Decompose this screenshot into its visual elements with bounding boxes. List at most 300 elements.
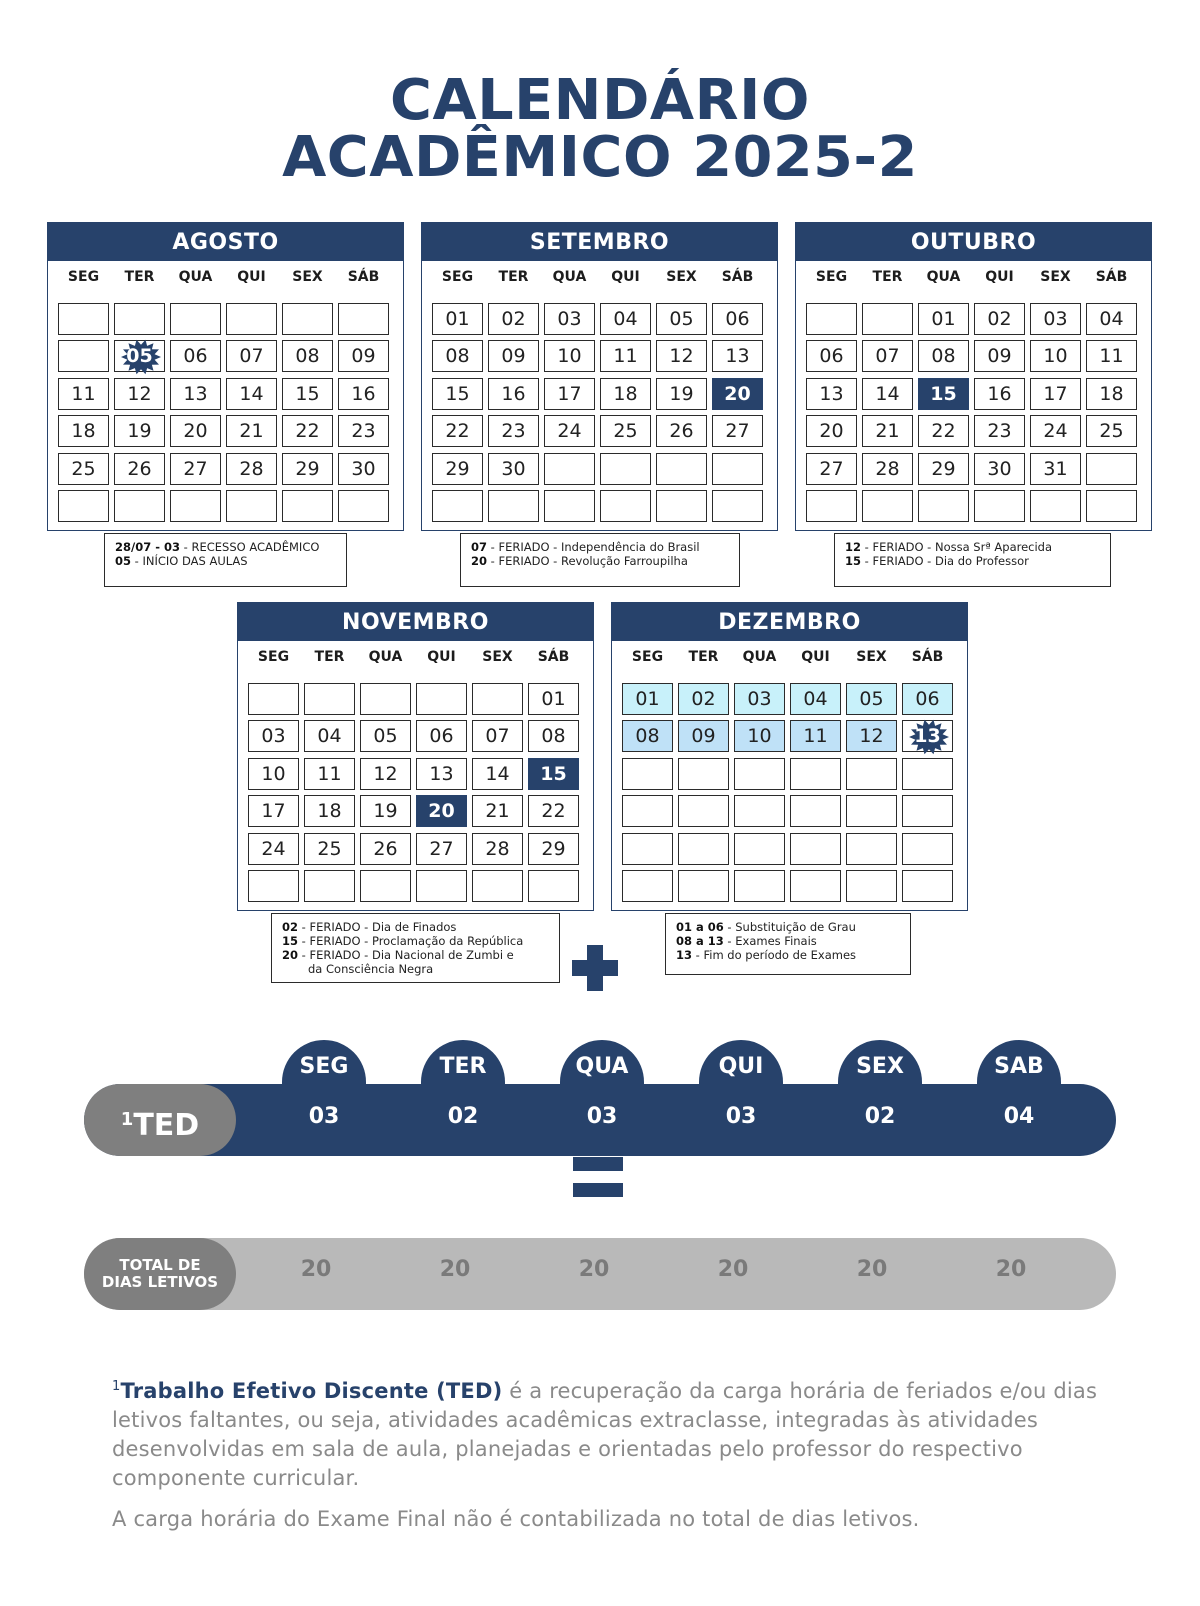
weekday-header: SÁB xyxy=(721,269,754,285)
weekday-header: SEX xyxy=(856,649,887,665)
day-cell: 23 xyxy=(338,415,389,447)
day-cell: 16 xyxy=(974,378,1025,410)
empty-day-cell xyxy=(622,758,673,790)
ted-day-header: QUA xyxy=(560,1040,644,1090)
ted-day-header: QUI xyxy=(699,1040,783,1090)
day-cell: 04 xyxy=(304,720,355,752)
day-cell: 21 xyxy=(226,415,277,447)
empty-day-cell xyxy=(678,795,729,827)
day-cell: 01 xyxy=(622,683,673,715)
month-notes xyxy=(834,533,1111,587)
day-cell: 03 xyxy=(248,720,299,752)
day-cell: 30 xyxy=(974,453,1025,485)
day-cell: 06 xyxy=(170,340,221,372)
month-header: DEZEMBRO xyxy=(612,603,967,641)
day-cell: 31 xyxy=(1030,453,1081,485)
day-cell: 24 xyxy=(544,415,595,447)
empty-day-cell xyxy=(622,795,673,827)
ted-day-value: 04 xyxy=(1003,1104,1035,1129)
day-cell: 12 xyxy=(846,720,897,752)
empty-day-cell xyxy=(846,870,897,902)
note-line xyxy=(471,540,729,554)
day-cell: 04 xyxy=(600,303,651,335)
empty-day-cell xyxy=(338,490,389,522)
day-cell: 25 xyxy=(304,833,355,865)
weekday-header: SEX xyxy=(1040,269,1071,285)
ted-day-header: TER xyxy=(421,1040,505,1090)
day-cell: 08 xyxy=(282,340,333,372)
total-label xyxy=(84,1238,236,1310)
empty-day-cell xyxy=(248,870,299,902)
day-cell: 16 xyxy=(488,378,539,410)
empty-day-cell xyxy=(712,453,763,485)
empty-day-cell xyxy=(226,303,277,335)
empty-day-cell xyxy=(600,490,651,522)
day-cell: 07 xyxy=(226,340,277,372)
weekday-header: QUA xyxy=(742,649,777,665)
ted-day-value: 03 xyxy=(308,1104,340,1129)
day-cell: 06 xyxy=(712,303,763,335)
day-cell: 22 xyxy=(282,415,333,447)
day-cell: 15 xyxy=(432,378,483,410)
note-key: 05 xyxy=(115,554,132,568)
weekday-header: SÁB xyxy=(911,649,944,665)
empty-day-cell xyxy=(678,870,729,902)
note-key: 15 xyxy=(845,554,862,568)
day-cell: 23 xyxy=(488,415,539,447)
empty-day-cell xyxy=(734,833,785,865)
day-cell: 18 xyxy=(304,795,355,827)
empty-day-cell xyxy=(790,833,841,865)
weekday-header: QUI xyxy=(611,269,640,285)
note-text: - FERIADO - Nossa Srª Aparecida xyxy=(861,540,1053,554)
note-key: 13 xyxy=(676,948,693,962)
empty-day-cell xyxy=(360,683,411,715)
weekday-header: SÁB xyxy=(1095,269,1128,285)
day-cell: 04 xyxy=(1086,303,1137,335)
day-cell: 20 xyxy=(712,378,763,410)
day-cell: 07 xyxy=(862,340,913,372)
weekday-header: SEX xyxy=(482,649,513,665)
empty-day-cell xyxy=(862,303,913,335)
note-key: 12 xyxy=(845,540,862,554)
day-cell: 05 xyxy=(846,683,897,715)
note-text: da Consciência Negra xyxy=(308,962,434,976)
empty-day-cell xyxy=(544,490,595,522)
weekday-header: QUA xyxy=(368,649,403,665)
empty-day-cell xyxy=(622,870,673,902)
day-cell: 27 xyxy=(416,833,467,865)
day-cell: 18 xyxy=(1086,378,1137,410)
day-cell xyxy=(114,340,165,372)
day-cell: 28 xyxy=(472,833,523,865)
empty-day-cell xyxy=(846,833,897,865)
month-header: NOVEMBRO xyxy=(238,603,593,641)
empty-day-cell xyxy=(114,490,165,522)
day-cell: 02 xyxy=(678,683,729,715)
weekday-header: QUA xyxy=(926,269,961,285)
weekday-header: SÁB xyxy=(537,649,570,665)
day-cell: 08 xyxy=(918,340,969,372)
day-cell: 23 xyxy=(974,415,1025,447)
weekday-header: TER xyxy=(688,649,719,665)
note-key: 28/07 - 03 xyxy=(115,540,180,554)
note-text: - FERIADO - Dia Nacional de Zumbi e xyxy=(298,948,514,962)
day-cell: 17 xyxy=(1030,378,1081,410)
note-key: 15 xyxy=(282,934,299,948)
day-cell: 06 xyxy=(806,340,857,372)
note-text: - FERIADO - Revolução Farroupilha xyxy=(487,554,688,568)
footnote xyxy=(112,1372,1102,1493)
total-label-line-2: DIAS LETIVOS xyxy=(101,1273,219,1291)
day-cell: 16 xyxy=(338,378,389,410)
weekday-header: QUI xyxy=(801,649,830,665)
day-cell: 25 xyxy=(1086,415,1137,447)
month-notes xyxy=(271,913,560,983)
day-cell: 27 xyxy=(712,415,763,447)
weekday-header: QUA xyxy=(552,269,587,285)
empty-day-cell xyxy=(304,683,355,715)
weekday-header: TER xyxy=(124,269,155,285)
day-cell: 03 xyxy=(734,683,785,715)
footnote-term: Trabalho Efetivo Discente (TED) xyxy=(120,1379,503,1403)
equals-icon xyxy=(573,1157,623,1171)
day-cell: 14 xyxy=(226,378,277,410)
ted-day-value: 03 xyxy=(725,1104,757,1129)
day-number: 05 xyxy=(126,345,153,367)
day-cell: 18 xyxy=(600,378,651,410)
day-cell: 30 xyxy=(488,453,539,485)
day-cell: 25 xyxy=(58,453,109,485)
empty-day-cell xyxy=(902,758,953,790)
month-notes xyxy=(665,913,911,975)
total-day-value: 20 xyxy=(578,1257,610,1282)
weekday-header: SEX xyxy=(292,269,323,285)
weekday-header: SEX xyxy=(666,269,697,285)
day-cell: 12 xyxy=(114,378,165,410)
month-dezembro xyxy=(611,602,968,911)
empty-day-cell xyxy=(1030,490,1081,522)
total-day-value: 20 xyxy=(995,1257,1027,1282)
page-title xyxy=(0,68,1200,190)
note-text: - Substituição de Grau xyxy=(723,920,856,934)
empty-day-cell xyxy=(902,833,953,865)
ted-day-header: SAB xyxy=(977,1040,1061,1090)
day-cell: 26 xyxy=(114,453,165,485)
empty-day-cell xyxy=(114,303,165,335)
note-line xyxy=(115,540,336,554)
note-text: - FERIADO - Proclamação da República xyxy=(298,934,524,948)
day-cell: 29 xyxy=(432,453,483,485)
empty-day-cell xyxy=(528,870,579,902)
day-cell: 09 xyxy=(338,340,389,372)
day-cell: 02 xyxy=(488,303,539,335)
note-line xyxy=(845,540,1100,554)
day-cell: 13 xyxy=(712,340,763,372)
month-outubro xyxy=(795,222,1152,531)
empty-day-cell xyxy=(622,833,673,865)
weekday-header: TER xyxy=(872,269,903,285)
empty-day-cell xyxy=(806,490,857,522)
day-cell: 09 xyxy=(678,720,729,752)
day-cell: 22 xyxy=(528,795,579,827)
empty-day-cell xyxy=(918,490,969,522)
empty-day-cell xyxy=(656,490,707,522)
day-cell: 03 xyxy=(544,303,595,335)
day-cell: 13 xyxy=(416,758,467,790)
note-text: - RECESSO ACADÊMICO xyxy=(180,540,320,554)
day-cell: 01 xyxy=(918,303,969,335)
ted-day-header: SEG xyxy=(282,1040,366,1090)
weekday-header: SEG xyxy=(815,269,848,285)
month-header: SETEMBRO xyxy=(422,223,777,261)
note-text: - FERIADO - Independência do Brasil xyxy=(487,540,700,554)
day-cell: 19 xyxy=(656,378,707,410)
empty-day-cell xyxy=(58,490,109,522)
day-cell: 10 xyxy=(1030,340,1081,372)
total-label-line-1: TOTAL DE xyxy=(119,1256,201,1274)
day-cell: 15 xyxy=(282,378,333,410)
month-agosto xyxy=(47,222,404,531)
day-cell: 20 xyxy=(416,795,467,827)
empty-day-cell xyxy=(734,795,785,827)
day-cell: 08 xyxy=(432,340,483,372)
note-key: 07 xyxy=(471,540,488,554)
weekday-header: SEG xyxy=(441,269,474,285)
day-cell: 11 xyxy=(600,340,651,372)
day-cell: 11 xyxy=(790,720,841,752)
day-cell: 30 xyxy=(338,453,389,485)
note-line xyxy=(115,554,336,568)
weekday-header: TER xyxy=(498,269,529,285)
day-cell: 15 xyxy=(918,378,969,410)
weekday-header: QUI xyxy=(985,269,1014,285)
empty-day-cell xyxy=(678,833,729,865)
ted-day-value: 02 xyxy=(447,1104,479,1129)
day-cell: 11 xyxy=(1086,340,1137,372)
empty-day-cell xyxy=(1086,490,1137,522)
day-cell: 22 xyxy=(918,415,969,447)
note-line xyxy=(676,920,900,934)
day-cell: 11 xyxy=(304,758,355,790)
note-text: - Exames Finais xyxy=(723,934,817,948)
empty-day-cell xyxy=(846,795,897,827)
day-cell: 06 xyxy=(416,720,467,752)
day-cell: 12 xyxy=(360,758,411,790)
total-day-value: 20 xyxy=(439,1257,471,1282)
weekday-header: QUI xyxy=(237,269,266,285)
note-line xyxy=(282,934,549,948)
day-cell: 19 xyxy=(360,795,411,827)
empty-day-cell xyxy=(600,453,651,485)
note-line xyxy=(282,962,549,976)
weekday-header: QUA xyxy=(178,269,213,285)
empty-day-cell xyxy=(806,303,857,335)
empty-day-cell xyxy=(338,303,389,335)
empty-day-cell xyxy=(488,490,539,522)
day-cell: 10 xyxy=(544,340,595,372)
note-key: 02 xyxy=(282,920,299,934)
empty-day-cell xyxy=(416,870,467,902)
day-cell: 20 xyxy=(806,415,857,447)
month-setembro xyxy=(421,222,778,531)
day-cell: 24 xyxy=(248,833,299,865)
empty-day-cell xyxy=(58,303,109,335)
day-cell: 02 xyxy=(974,303,1025,335)
empty-day-cell xyxy=(1086,453,1137,485)
day-cell: 21 xyxy=(472,795,523,827)
equals-icon-bar xyxy=(573,1183,623,1197)
empty-day-cell xyxy=(432,490,483,522)
footnote-second: A carga horária do Exame Final não é contabilizada no total de dias letivos. xyxy=(112,1507,920,1531)
day-cell: 07 xyxy=(472,720,523,752)
ted-day-value: 03 xyxy=(586,1104,618,1129)
day-cell: 12 xyxy=(656,340,707,372)
month-header: OUTUBRO xyxy=(796,223,1151,261)
empty-day-cell xyxy=(170,303,221,335)
footnote-text: é a recuperação da carga horária de feriados e/ou dias letivos faltantes, ou seja, atividades acadêmicas extraclasse, integradas às atividades desenvolvidas em sala de aula, planejadas e orientadas pelo professor do respectivo componente curricular. xyxy=(112,1379,1098,1490)
empty-day-cell xyxy=(304,870,355,902)
day-cell: 26 xyxy=(360,833,411,865)
day-cell: 08 xyxy=(622,720,673,752)
day-cell: 01 xyxy=(432,303,483,335)
month-notes xyxy=(104,533,347,587)
day-cell: 29 xyxy=(528,833,579,865)
month-notes xyxy=(460,533,740,587)
day-cell: 03 xyxy=(1030,303,1081,335)
total-day-value: 20 xyxy=(300,1257,332,1282)
day-cell: 29 xyxy=(918,453,969,485)
empty-day-cell xyxy=(734,758,785,790)
note-text: - FERIADO - Dia do Professor xyxy=(861,554,1029,568)
month-novembro xyxy=(237,602,594,911)
footnote-mark: 1 xyxy=(120,1109,134,1130)
title-line-2: ACADÊMICO 2025-2 xyxy=(282,125,918,190)
day-cell: 13 xyxy=(170,378,221,410)
day-cell: 22 xyxy=(432,415,483,447)
empty-day-cell xyxy=(472,870,523,902)
day-cell: 11 xyxy=(58,378,109,410)
weekday-header: QUI xyxy=(427,649,456,665)
empty-day-cell xyxy=(656,453,707,485)
note-line xyxy=(845,554,1100,568)
day-cell: 19 xyxy=(114,415,165,447)
day-cell: 10 xyxy=(248,758,299,790)
day-cell: 26 xyxy=(656,415,707,447)
day-cell: 13 xyxy=(806,378,857,410)
weekday-header: SÁB xyxy=(347,269,380,285)
note-key: 01 a 06 xyxy=(676,920,724,934)
note-key: 20 xyxy=(282,948,299,962)
day-cell: 17 xyxy=(248,795,299,827)
note-text: - INÍCIO DAS AULAS xyxy=(131,554,248,568)
empty-day-cell xyxy=(902,795,953,827)
plus-icon-bar xyxy=(572,960,618,976)
day-cell: 17 xyxy=(544,378,595,410)
empty-day-cell xyxy=(734,870,785,902)
empty-day-cell xyxy=(974,490,1025,522)
note-line xyxy=(282,948,549,962)
note-key: 08 a 13 xyxy=(676,934,724,948)
day-cell: 25 xyxy=(600,415,651,447)
weekday-header: TER xyxy=(314,649,345,665)
day-cell xyxy=(902,720,953,752)
day-cell: 09 xyxy=(974,340,1025,372)
empty-day-cell xyxy=(360,870,411,902)
day-cell: 29 xyxy=(282,453,333,485)
month-header: AGOSTO xyxy=(48,223,403,261)
day-cell: 18 xyxy=(58,415,109,447)
note-line xyxy=(471,554,729,568)
day-cell: 10 xyxy=(734,720,785,752)
empty-day-cell xyxy=(902,870,953,902)
total-day-value: 20 xyxy=(717,1257,749,1282)
day-cell: 04 xyxy=(790,683,841,715)
empty-day-cell xyxy=(416,683,467,715)
day-cell: 06 xyxy=(902,683,953,715)
empty-day-cell xyxy=(862,490,913,522)
day-cell: 14 xyxy=(862,378,913,410)
ted-label-text: TED xyxy=(133,1108,200,1143)
note-line xyxy=(676,934,900,948)
day-cell: 15 xyxy=(528,758,579,790)
ted-day-value: 02 xyxy=(864,1104,896,1129)
weekday-header: SEG xyxy=(257,649,290,665)
day-number: 13 xyxy=(914,725,941,747)
day-cell: 01 xyxy=(528,683,579,715)
day-cell: 27 xyxy=(806,453,857,485)
empty-day-cell xyxy=(226,490,277,522)
empty-day-cell xyxy=(678,758,729,790)
note-key: 20 xyxy=(471,554,488,568)
ted-day-header: SEX xyxy=(838,1040,922,1090)
empty-day-cell xyxy=(544,453,595,485)
empty-day-cell xyxy=(790,795,841,827)
footnote-mark: 1 xyxy=(112,1379,121,1394)
day-cell: 08 xyxy=(528,720,579,752)
empty-day-cell xyxy=(170,490,221,522)
note-text: - Fim do período de Exames xyxy=(692,948,857,962)
note-line xyxy=(676,948,900,962)
day-cell: 14 xyxy=(472,758,523,790)
empty-day-cell xyxy=(790,870,841,902)
empty-day-cell xyxy=(472,683,523,715)
day-cell: 05 xyxy=(360,720,411,752)
day-cell: 27 xyxy=(170,453,221,485)
day-cell: 28 xyxy=(226,453,277,485)
total-day-value: 20 xyxy=(856,1257,888,1282)
day-cell: 21 xyxy=(862,415,913,447)
weekday-header: SEG xyxy=(67,269,100,285)
empty-day-cell xyxy=(846,758,897,790)
note-text: - FERIADO - Dia de Finados xyxy=(298,920,457,934)
day-cell: 09 xyxy=(488,340,539,372)
empty-day-cell xyxy=(282,303,333,335)
day-cell: 05 xyxy=(656,303,707,335)
empty-day-cell xyxy=(790,758,841,790)
empty-day-cell xyxy=(58,340,109,372)
title-line-1: CALENDÁRIO xyxy=(390,68,810,133)
empty-day-cell xyxy=(712,490,763,522)
note-line xyxy=(282,920,549,934)
day-cell: 28 xyxy=(862,453,913,485)
empty-day-cell xyxy=(282,490,333,522)
day-cell: 24 xyxy=(1030,415,1081,447)
day-cell: 20 xyxy=(170,415,221,447)
ted-label xyxy=(84,1084,236,1156)
empty-day-cell xyxy=(248,683,299,715)
weekday-header: SEG xyxy=(631,649,664,665)
